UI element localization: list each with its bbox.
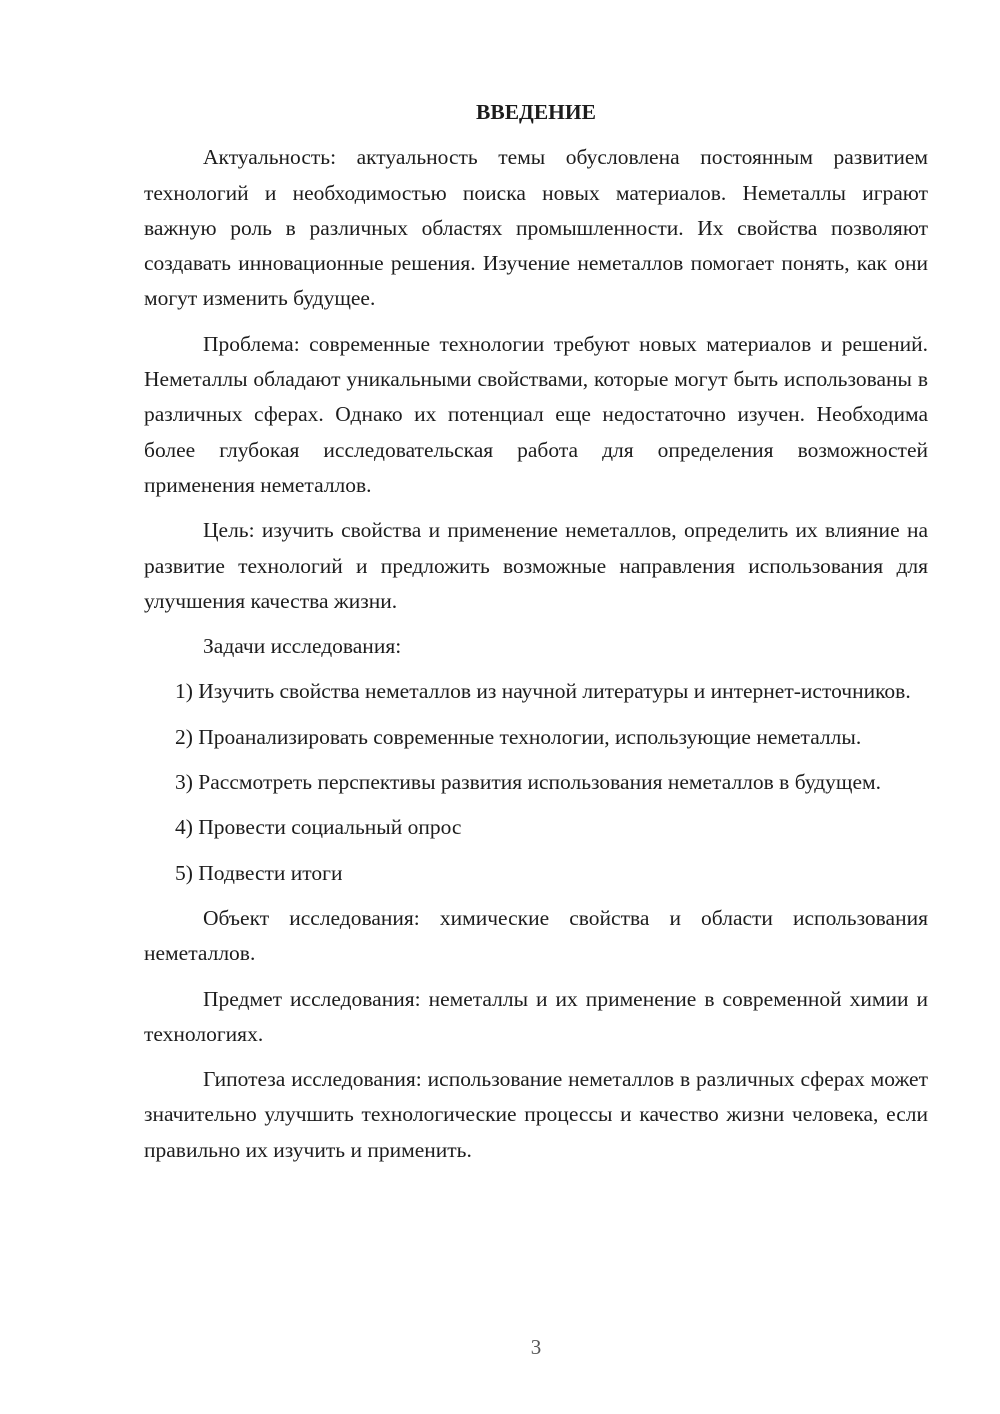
subject-paragraph: Предмет исследования: неметаллы и их применение в современной химии и технологиях. — [144, 986, 928, 1046]
document-page — [144, 95, 928, 1168]
task-item-2: 2) Проанализировать современные технологии, использующие неметаллы. — [175, 724, 862, 749]
page-number: 3 — [530, 1335, 542, 1359]
problem-paragraph: Проблема: современные технологии требуют новых материалов и решений. Неметаллы обладают уникальными свойствами, которые могут быть использованы в различных сферах. Однако их потенциал еще недостаточно изучен. Необходима более глубокая исследовательская работа для определения возможностей применения неметаллов. — [144, 331, 928, 497]
tasks-heading: Задачи исследования: — [203, 634, 402, 659]
task-item-3: 3) Рассмотреть перспективы развития использования неметаллов в будущем. — [175, 770, 881, 795]
task-item-1: 1) Изучить свойства неметаллов из научной литературы и интернет-источников. — [175, 679, 911, 704]
task-item-4: 4) Провести социальный опрос — [175, 815, 462, 840]
object-paragraph: Объект исследования: химические свойства и области использования неметаллов. — [144, 905, 928, 966]
goal-paragraph: Цель: изучить свойства и применение неметаллов, определить их влияние на развитие технологий и предложить возможные направления использования для улучшения качества жизни. — [144, 518, 928, 613]
hypothesis-paragraph: Гипотеза исследования: использование неметаллов в различных сферах может значительно улучшить технологические процессы и качество жизни человека, если правильно их изучить и применить. — [144, 1067, 928, 1162]
relevance-paragraph: Актуальность: актуальность темы обусловлена постоянным развитием технологий и необходимостью поиска новых материалов. Неметаллы играют важную роль в различных областях промышленности. Их свойства позволяют создавать инновационные решения. Изучение неметаллов помогает понять, как они могут изменить будущее. — [144, 145, 928, 311]
task-item-5: 5) Подвести итоги — [175, 860, 343, 885]
page-title: ВВЕДЕНИЕ — [476, 100, 596, 124]
